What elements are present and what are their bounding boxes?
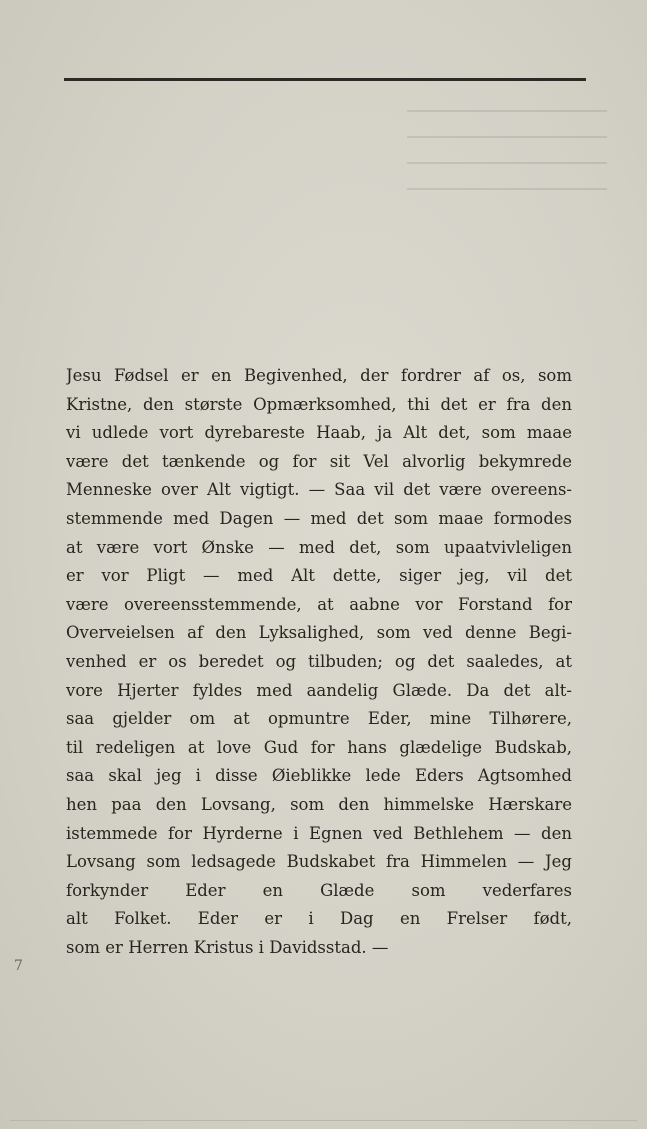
text-line: hen paa den Lovsang, som den himmelske Hærskare — [66, 794, 572, 814]
header-rule — [64, 78, 586, 81]
text-line: at være vort Ønske — med det, som upaatvivleligen — [66, 537, 572, 557]
text-line: som er Herren Kristus i Davidsstad. — — [66, 937, 389, 957]
text-line: Kristne, den største Opmærksomhed, thi det er fra den — [66, 394, 572, 414]
text-line: stemmende med Dagen — med det som maae formodes — [66, 508, 572, 528]
text-line: venhed er os beredet og tilbuden; og det saaledes, at — [66, 651, 572, 671]
body-text — [66, 362, 572, 962]
text-line: være det tænkende og for sit Vel alvorlig bekymrede — [66, 451, 572, 471]
text-line: alt Folket. Eder er i Dag en Frelser født, — [66, 909, 572, 929]
text-line: Overveielsen af den Lyksalighed, som ved denne Begi- — [66, 623, 572, 643]
text-line: til redeligen at love Gud for hans glædelige Budskab, — [66, 737, 572, 757]
show-through-text — [407, 110, 607, 190]
text-line: vi udlede vort dyrebareste Haab, ja Alt det, som maae — [66, 423, 572, 443]
page-edge — [10, 1120, 637, 1127]
text-line: er vor Pligt — med Alt dette, siger jeg, vil det — [66, 566, 572, 586]
text-line: saa gjelder om at opmuntre Eder, mine Tilhørere, — [66, 709, 572, 729]
margin-mark: 7 — [14, 958, 23, 974]
text-line: Jesu Fødsel er en Begivenhed, der fordrer af os, som — [66, 366, 572, 385]
text-line: forkynder Eder en Glæde som vederfares — [66, 880, 572, 900]
text-line: Lovsang som ledsagede Budskabet fra Himmelen — Jeg — [66, 852, 572, 872]
text-line: Menneske over Alt vigtigt. — Saa vil det være overeens- — [66, 480, 572, 500]
text-line: vore Hjerter fyldes med aandelig Glæde. Da det alt- — [66, 680, 572, 700]
text-line: istemmede for Hyrderne i Egnen ved Bethlehem — den — [66, 823, 572, 843]
text-line: saa skal jeg i disse Øieblikke lede Eders Agtsomhed — [66, 766, 572, 786]
text-line: være overeensstemmende, at aabne vor Forstand for — [66, 594, 572, 614]
